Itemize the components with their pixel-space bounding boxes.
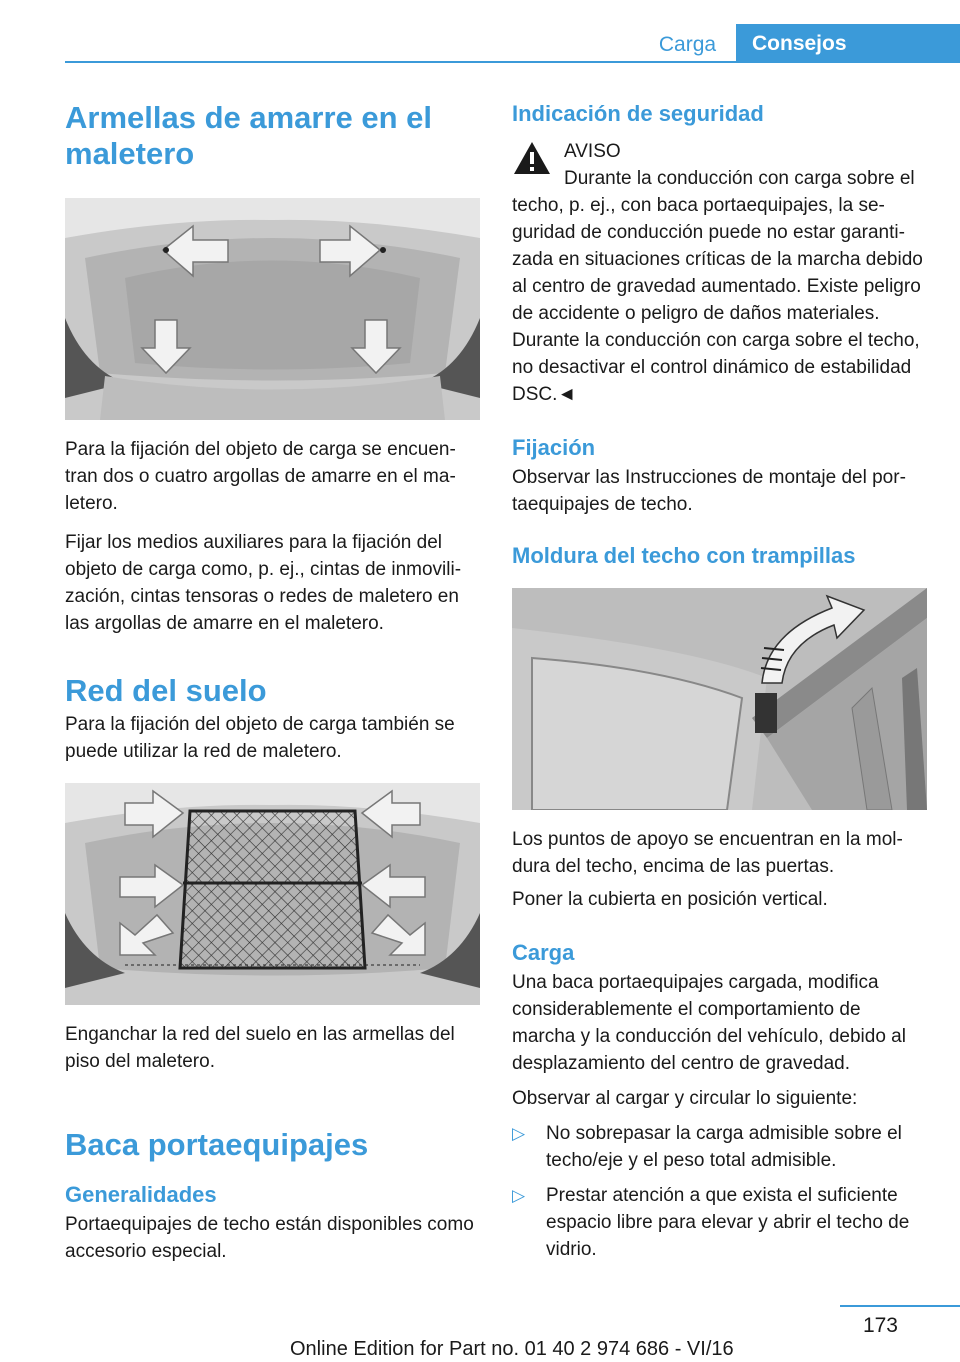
header-tab-carga[interactable]: Carga <box>658 33 717 56</box>
figure-floor-net <box>65 783 480 1005</box>
heading-fijacion: Fijación <box>512 435 596 460</box>
heading-carga: Carga <box>512 940 575 965</box>
bullet-text-2: Prestar atención a que exista el suficiente espacio libre para elevar y abrir el techo de vidrio. <box>546 1185 910 1260</box>
warning-text: Durante la conducción con carga sobre el techo, p. ej., con baca portaequipajes, la seguridad de conducción puede no estar garantizada en situaciones críticas de la marcha debido al centro de gravedad aumentado. Existe peligro de accidente o peligro de daños materiales. Durante la conducción con carga sobre el techo, no desactivar el control dinámico de estabilidad DSC.◄ <box>512 168 923 405</box>
bullet-triangle-icon: ▷ <box>512 1186 526 1205</box>
page-number: 173 <box>862 1314 898 1337</box>
heading-baca: Baca portaequipajes <box>65 1127 369 1162</box>
list-item <box>512 1182 927 1263</box>
figure-trunk-tie-downs <box>65 198 480 420</box>
warning-label: AVISO <box>564 141 621 162</box>
bullet-triangle-icon: ▷ <box>512 1124 526 1143</box>
para-armellas-1: Para la fijación del objeto de carga se encuentran dos o cuatro argollas de amarre en el maletero. <box>65 439 456 514</box>
para-armellas-2: Fijar los medios auxiliares para la fijación del objeto de carga como, p. ej., cintas de inmovilización, cintas tensoras o redes de maletero en las argollas de amarre en el maletero. <box>65 532 462 634</box>
heading-red-suelo: Red del suelo <box>65 673 267 708</box>
left-column <box>65 100 480 1265</box>
para-carga-2: Observar al cargar y circular lo siguiente: <box>512 1088 858 1109</box>
para-carga-1: Una baca portaequipajes cargada, modifica considerablemente el comportamiento de marcha y la conducción del vehículo, debido al desplazamiento del centro de gravedad. <box>512 972 906 1074</box>
bullet-text-1: No sobrepasar la carga admisible sobre el techo/eje y el peso total admisible. <box>546 1123 902 1171</box>
list-item <box>512 1120 927 1174</box>
header-rule <box>65 61 960 63</box>
para-generalidades: Portaequipajes de techo están disponibles como accesorio especial. <box>65 1214 474 1262</box>
para-fijacion: Observar las Instrucciones de montaje del portaequipajes de techo. <box>512 467 906 515</box>
heading-armellas: Armellas de amarre en el maletero <box>65 100 433 171</box>
trunk-illustration <box>65 198 480 420</box>
edition-line: Online Edition for Part no. 01 40 2 974 686 - VI/16 <box>290 1338 734 1360</box>
heading-seguridad: Indicación de seguridad <box>512 101 764 126</box>
floor-net-illustration <box>65 783 480 1005</box>
para-red-2: Enganchar la red del suelo en las armellas del piso del maletero. <box>65 1024 455 1072</box>
warning-block <box>512 138 927 408</box>
heading-generalidades: Generalidades <box>65 1182 217 1207</box>
heading-moldura: Moldura del techo con trampillas <box>512 543 856 568</box>
para-red-1: Para la fijación del objeto de carga también se puede utilizar la red de maletero. <box>65 714 455 762</box>
para-moldura-2: Poner la cubierta en posición vertical. <box>512 889 828 910</box>
footer-rule <box>840 1305 960 1307</box>
para-moldura-1: Los puntos de apoyo se encuentran en la moldura del techo, encima de las puertas. <box>512 829 903 877</box>
roof-molding-illustration <box>512 588 927 810</box>
warning-triangle-icon <box>512 140 552 176</box>
figure-roof-molding <box>512 588 927 810</box>
right-column <box>512 100 927 1263</box>
header-tab-consejos[interactable]: Consejos <box>736 24 960 63</box>
